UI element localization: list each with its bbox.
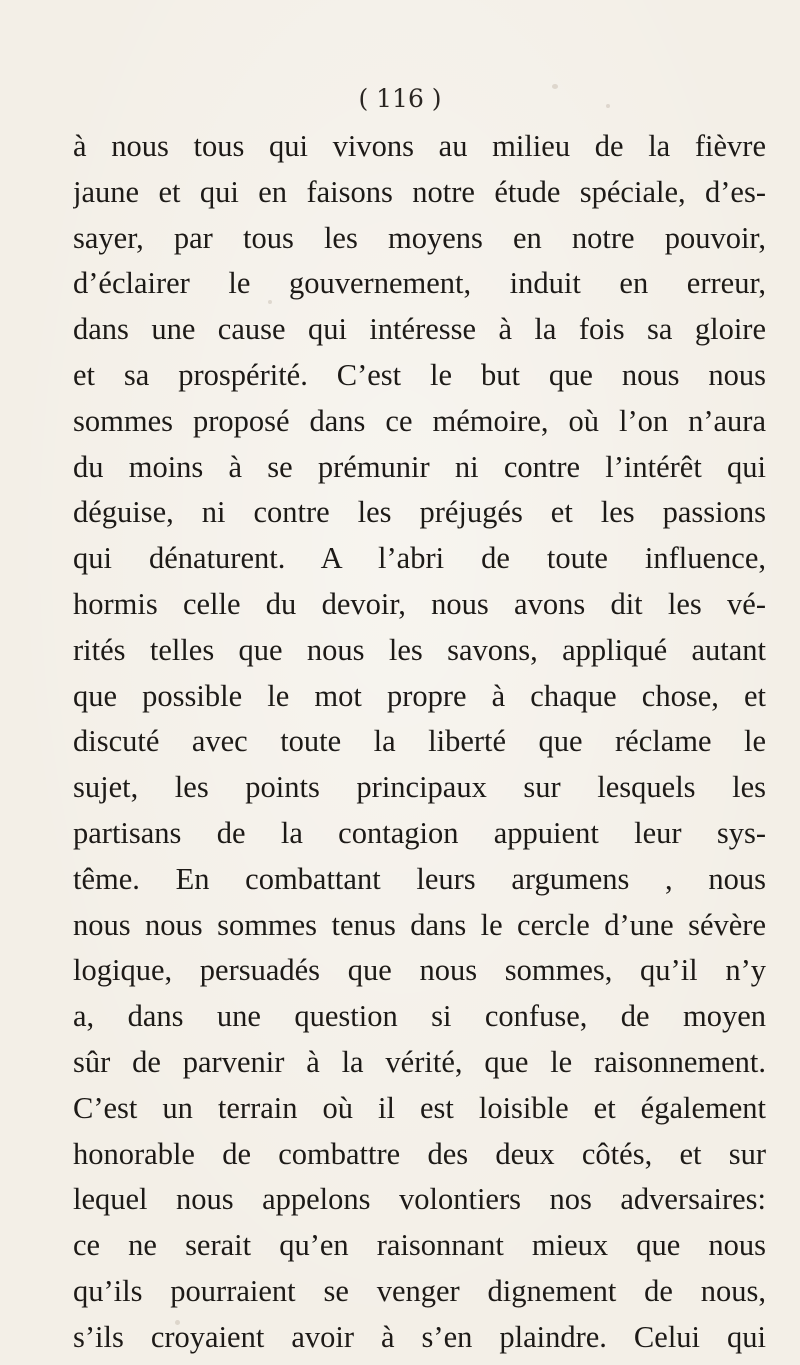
text-line: tême. En combattant leurs argumens , nous [73, 861, 766, 896]
text-line: rités telles que nous les savons, appliqué autant [73, 632, 766, 667]
text-line: du moins à se prémunir ni contre l’intérêt qui [73, 449, 766, 484]
text-line: sommes proposé dans ce mémoire, où l’on n’aura [73, 403, 766, 438]
text-line: sûr de parvenir à la vérité, que le raisonnement. [73, 1044, 766, 1079]
text-line: hormis celle du devoir, nous avons dit les vé- [73, 586, 766, 621]
text-line: que possible le mot propre à chaque chose, et [73, 678, 766, 713]
text-line: partisans de la contagion appuient leur sys- [73, 815, 766, 850]
text-line: logique, persuadés que nous sommes, qu’il n’y [73, 953, 766, 988]
text-line: qui dénaturent. A l’abri de toute influence, [73, 541, 766, 576]
text-line: discuté avec toute la liberté que réclame le [73, 724, 766, 759]
text-line: dans une cause qui intéresse à la fois sa gloire [73, 312, 766, 347]
text-line: s’ils croyaient avoir à s’en plaindre. Celui qui [73, 1319, 766, 1354]
text-line: et sa prospérité. C’est le but que nous nous [73, 357, 766, 392]
page-number: ( 116 ) [358, 84, 442, 113]
text-line: nous nous sommes tenus dans le cercle d’une sévère [73, 907, 766, 942]
text-line: lequel nous appelons volontiers nos adversaires: [73, 1182, 766, 1217]
text-line: d’éclairer le gouvernement, induit en erreur, [73, 266, 766, 301]
text-line: à nous tous qui vivons au milieu de la fièvre [73, 129, 766, 163]
text-line: honorable de combattre des deux côtés, et sur [73, 1136, 766, 1171]
text-line: qu’ils pourraient se venger dignement de nous, [73, 1273, 766, 1308]
text-line: sayer, par tous les moyens en notre pouvoir, [73, 220, 766, 255]
text-line: jaune et qui en faisons notre étude spéciale, d’es- [73, 174, 766, 209]
text-line: déguise, ni contre les préjugés et les passions [73, 495, 766, 530]
text-line: C’est un terrain où il est loisible et également [73, 1090, 766, 1125]
text-line: ce ne serait qu’en raisonnant mieux que nous [73, 1228, 766, 1263]
body-text [73, 124, 766, 1361]
text-line: sujet, les points principaux sur lesquels les [73, 770, 766, 805]
text-line: a, dans une question si confuse, de moyen [73, 999, 766, 1034]
